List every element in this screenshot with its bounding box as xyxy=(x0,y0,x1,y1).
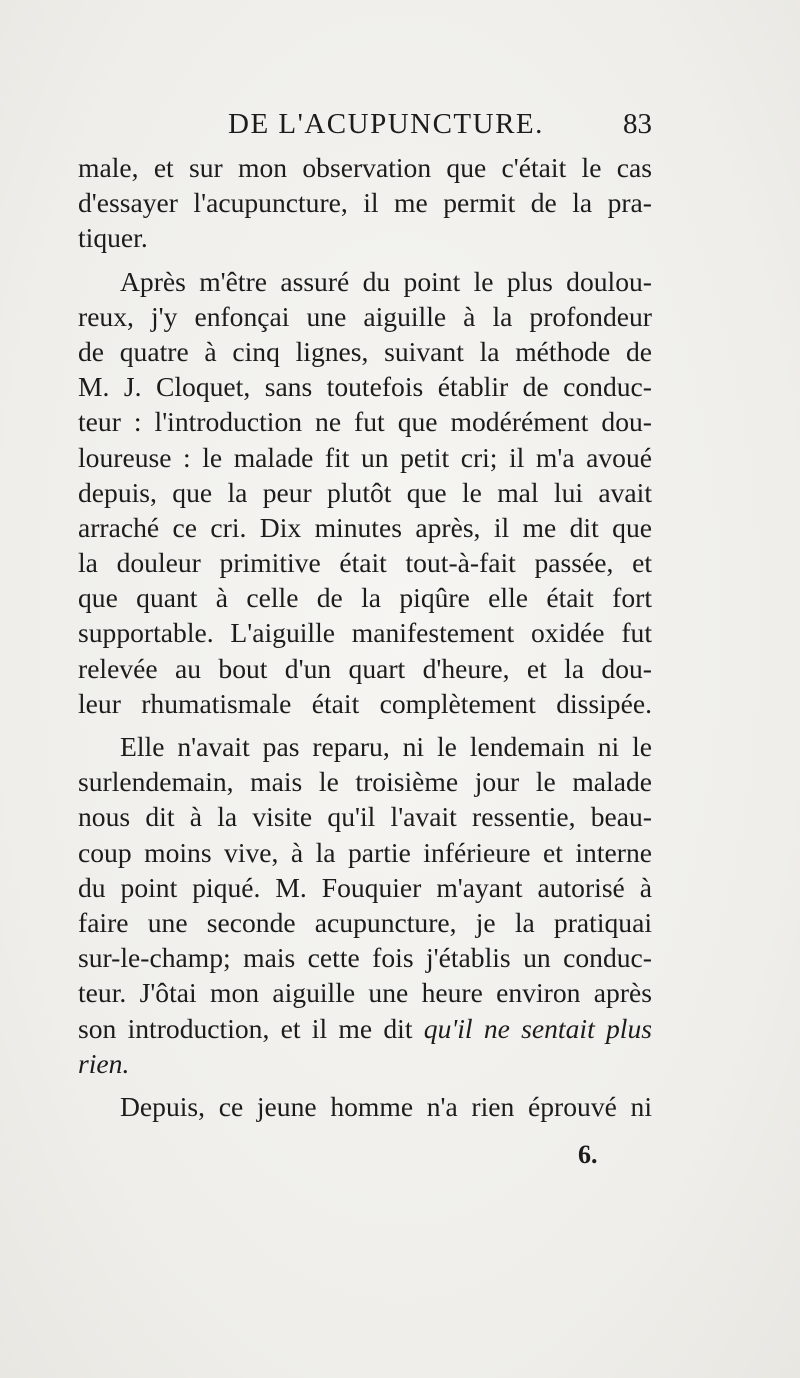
text-line: Depuis, ce jeune homme n'a rien éprouvé ni xyxy=(120,1090,652,1122)
italic-quote: qu'il ne sentait plus xyxy=(423,1012,652,1044)
text-line: Après m'être assuré du point le plus doulou- xyxy=(120,265,652,297)
italic-quote-end: rien. xyxy=(78,1047,130,1079)
text-line: du point piqué. M. Fouquier m'ayant autorisé à xyxy=(78,871,652,903)
text-line: surlendemain, mais le troisième jour le malade xyxy=(78,766,652,798)
text-line xyxy=(78,1046,652,1081)
text-line: faire une seconde acupuncture, je la pratiquai xyxy=(78,906,652,938)
text-line: teur. J'ôtai mon aiguille une heure environ après xyxy=(78,977,652,1009)
text-line: Elle n'avait pas reparu, ni le lendemain ni le xyxy=(120,731,652,762)
running-head: DE L'ACUPUNCTURE. xyxy=(228,108,544,140)
text-line: de quatre à cinq lignes, suivant la méthode de xyxy=(78,335,652,367)
text-segment: son introduction, et il me dit xyxy=(78,1012,413,1044)
paragraph-4 xyxy=(78,1089,652,1124)
text-line: arraché ce cri. Dix minutes après, il me dit que xyxy=(78,511,652,543)
text-line: teur : l'introduction ne fut que modérément dou- xyxy=(78,406,652,438)
text-line: tiquer. xyxy=(78,222,148,254)
paragraph-2 xyxy=(78,264,652,721)
text-line-mixed xyxy=(78,1011,652,1046)
text-line: la douleur primitive était tout-à-fait passée, et xyxy=(78,547,652,579)
text-line: relevée au bout d'un quart d'heure, et la dou- xyxy=(78,652,652,684)
text-line: nous dit à la visite qu'il l'avait ressentie, beau- xyxy=(78,801,652,833)
text-line: loureuse : le malade fit un petit cri; il m'a avoué xyxy=(78,441,652,473)
text-line: que quant à celle de la piqûre elle était fort xyxy=(78,582,652,614)
text-line: depuis, que la peur plutôt que le mal lui avait xyxy=(78,476,652,508)
text-line: M. J. Cloquet, sans toutefois établir de conduc- xyxy=(78,371,652,403)
body-text xyxy=(78,150,652,1124)
paragraph-3 xyxy=(78,729,652,1081)
page-number: 83 xyxy=(623,108,652,140)
text-line: sur-le-champ; mais cette fois j'établis un conduc- xyxy=(78,942,652,974)
text-line: supportable. L'aiguille manifestement oxidée fut xyxy=(78,617,652,649)
text-line: leur rhumatismale était complètement dissipée. xyxy=(78,687,652,719)
text-line: male, et sur mon observation que c'était le cas xyxy=(78,152,652,183)
text-line: reux, j'y enfonçai une aiguille à la profondeur xyxy=(78,300,652,332)
page-header xyxy=(78,108,652,144)
paragraph-1 xyxy=(78,150,652,256)
signature-mark: 6. xyxy=(578,1140,598,1169)
text-line: d'essayer l'acupuncture, il me permit de la pra- xyxy=(78,187,652,219)
text-line: coup moins vive, à la partie inférieure et interne xyxy=(78,836,652,868)
